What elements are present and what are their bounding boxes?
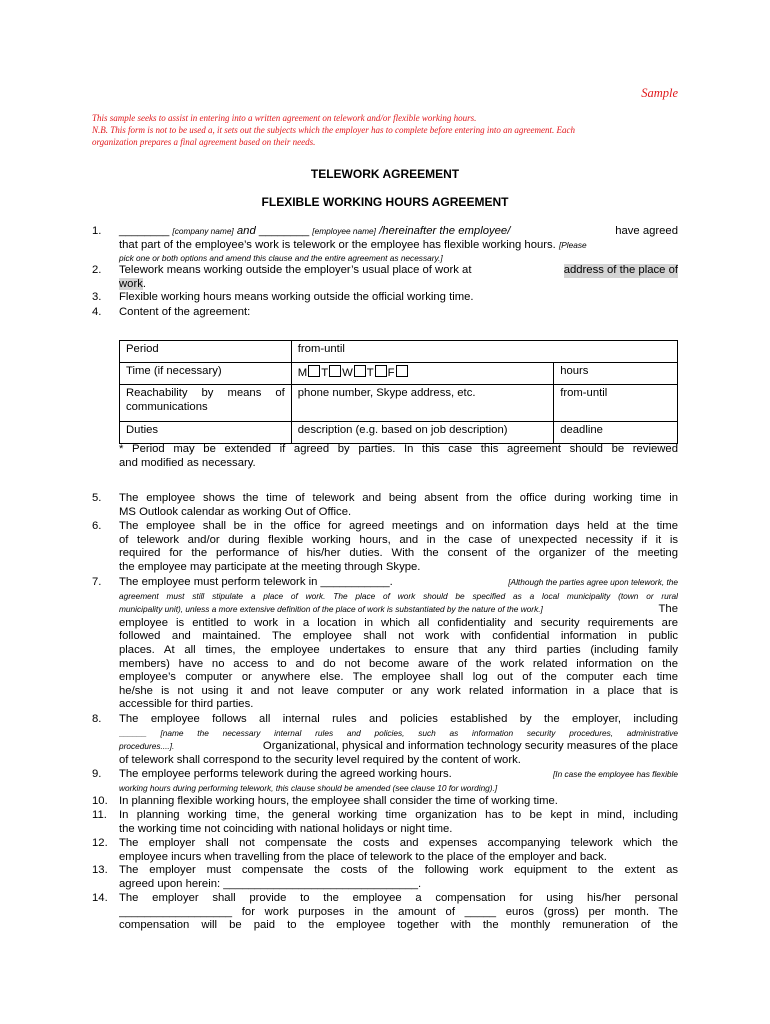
clause-note: agreement must still stipulate a place of work. The place of work should be specified as a local municipality (town or rural bbox=[119, 590, 678, 601]
clause-1-note: pick one or both options and amend this clause and the entire agreement as necessary.] bbox=[119, 253, 443, 264]
day-label: W bbox=[342, 367, 353, 379]
checkbox[interactable] bbox=[396, 365, 408, 377]
table-cell: hours bbox=[554, 363, 678, 385]
table-cell: Duties bbox=[120, 422, 292, 444]
company-blank: ________ bbox=[119, 225, 170, 237]
clause-number: 6. bbox=[92, 520, 102, 532]
clause-line: followed and maintained. The employee shall not work with confidential information in public bbox=[119, 630, 678, 643]
clause-note: ______ [name the necessary internal rules and policies, such as information security procedures, administrative bbox=[119, 727, 678, 738]
table-cell: Time (if necessary) bbox=[120, 363, 292, 385]
intro-line: This sample seeks to assist in entering into a written agreement on telework and/or flexible working hours. bbox=[92, 113, 477, 123]
day-label: T bbox=[321, 367, 329, 379]
clause-number: 7. bbox=[92, 576, 102, 588]
clause-line: __________________ for work purposes in the amount of _____ euros (gross) per month. The bbox=[119, 905, 678, 918]
flexible-hours-title: FLEXIBLE WORKING HOURS AGREEMENT bbox=[261, 195, 509, 209]
clause-line: MS Outlook calendar as working Out of Office. bbox=[119, 505, 352, 518]
day-label: M bbox=[297, 367, 308, 379]
clause-line: The employer shall provide to the employee a compensation for using his/her personal bbox=[119, 892, 678, 904]
day-label: F bbox=[387, 367, 395, 379]
clause-line: The employee must perform telework in ___________. bbox=[119, 576, 393, 588]
clause-4-text: Content of the agreement: bbox=[119, 306, 251, 318]
clause-number: 12. bbox=[92, 837, 108, 849]
clause-number: 2. bbox=[92, 264, 102, 276]
clause-number: 5. bbox=[92, 492, 102, 504]
clause-note: municipality unit), unless a more extensive definition of the place of work is substantiated by the nature of the work.] bbox=[119, 604, 543, 615]
clause-line: agreed upon herein: _______________________________. bbox=[119, 877, 422, 890]
clause-line: The employee shall be in the office for agreed meetings and on information days held at the time bbox=[119, 520, 678, 532]
table-footnote bbox=[119, 443, 678, 470]
clause-line: The employee shows the time of telework and being absent from the office during working time in bbox=[119, 492, 678, 504]
clause-note: [Although the parties agree upon telework, the bbox=[508, 577, 678, 587]
clause-line: In planning flexible working hours, the employee shall consider the time of working time. bbox=[119, 795, 558, 807]
cell-line: communications bbox=[126, 400, 208, 413]
clause-3-text: Flexible working hours means working outside the official working time. bbox=[119, 291, 474, 303]
telework-agreement-title: TELEWORK AGREEMENT bbox=[310, 167, 460, 181]
table-row bbox=[120, 422, 678, 444]
clause-line: of telework and/or during flexible working hours, and in the case of unexpected necessity if it is bbox=[119, 533, 678, 546]
clause-line: The employer shall not compensate the costs and expenses accompanying telework which the bbox=[119, 837, 678, 849]
employee-blank: ________ bbox=[258, 225, 310, 237]
clause-line: employee’s computer or anywhere else. The employee shall log out of the computer each time bbox=[119, 671, 678, 684]
clause-number: 13. bbox=[92, 864, 108, 876]
table-cell: Period bbox=[120, 341, 292, 363]
clause-line: the employee may participate at the meeting through Skype. bbox=[119, 560, 421, 573]
clause-number: 4. bbox=[92, 306, 102, 318]
clause-2-text: Telework means working outside the employer’s usual place of work at bbox=[119, 264, 472, 276]
checkbox[interactable] bbox=[375, 365, 387, 377]
clause-1-note-start: [Please bbox=[558, 239, 587, 250]
clause-number: 1. bbox=[92, 225, 102, 237]
clause-number: 11. bbox=[92, 809, 107, 821]
table-cell: description (e.g. based on job description) bbox=[291, 422, 553, 444]
period: . bbox=[142, 277, 146, 290]
clause-line: The employee performs telework during the agreed working hours. bbox=[119, 768, 452, 780]
table-row bbox=[120, 385, 678, 422]
clause-line: he/she is not using it and not leave computer or any work related information in a place that is bbox=[119, 684, 678, 697]
cell-line: Reachability by means of bbox=[126, 387, 285, 399]
table-row bbox=[120, 341, 678, 363]
clause-line: the working time not coinciding with national holidays or night time. bbox=[119, 822, 453, 835]
weekday-checkboxes bbox=[291, 363, 553, 385]
clause-number: 9. bbox=[92, 768, 102, 780]
clause-line: employee is entitled to work in a location in which all confidentiality and security requirements are bbox=[119, 616, 678, 629]
footnote-line: * Period may be extended if agreed by parties. In this case this agreement should be reviewed bbox=[119, 443, 678, 455]
place-of-work-highlight-end: work bbox=[119, 277, 143, 290]
clause-line: In planning working time, the general working time organization has to be kept in mind, including bbox=[119, 809, 678, 821]
agreement-table bbox=[119, 340, 678, 444]
table-row bbox=[120, 363, 678, 385]
clause-line: members) have no access to and do not become aware of the work related information on the bbox=[119, 657, 678, 670]
clause-number: 14. bbox=[92, 892, 108, 904]
clause-line: The bbox=[658, 603, 678, 616]
clause-line: The employer must compensate the costs of the following work equipment to the extent as bbox=[119, 864, 678, 876]
intro-line: N.B. This form is not to be used a, it sets out the subjects which the employer has to complete before entering into an agreement. Each bbox=[92, 125, 576, 135]
clause-line: compensation will be paid to the employee together with the monthly remuneration of the bbox=[119, 919, 678, 932]
place-of-work-highlight: address of the place of bbox=[563, 264, 678, 276]
clause-note: working hours during performing telework, this clause should be amended (see clause 10 for wording).] bbox=[119, 782, 498, 793]
intro-note bbox=[92, 112, 682, 148]
clause-number: 10. bbox=[92, 795, 108, 807]
hereinafter-text: /hereinafter the employee/ bbox=[379, 225, 511, 237]
table-cell bbox=[120, 385, 292, 422]
clause-number: 3. bbox=[92, 291, 102, 303]
clause-line: employee incurs when travelling from the place of telework to the place of the employer and back. bbox=[119, 850, 607, 863]
intro-line: organization prepares a final agreement based on their needs. bbox=[92, 137, 316, 147]
clause-line: places. At all times, the employee undertakes to ensure that any third parties (including family bbox=[119, 643, 678, 656]
clause-number: 8. bbox=[92, 713, 102, 725]
clause-1-line-2: that part of the employee’s work is telework or the employee has flexible working hours. bbox=[119, 238, 556, 251]
company-name-placeholder: [company name] bbox=[172, 226, 234, 236]
clause-note: [In case the employee has flexible bbox=[553, 769, 678, 779]
table-cell: from-until bbox=[291, 341, 677, 363]
clause-note: procedures....]. bbox=[119, 741, 175, 752]
clause-line: required for the performance of his/her duties. With the consent of the organizer of the meeting bbox=[119, 547, 678, 560]
table-cell: deadline bbox=[554, 422, 678, 444]
clause-line: accessible for third parties. bbox=[119, 698, 254, 711]
and-word: and bbox=[236, 225, 256, 237]
table-cell: from-until bbox=[554, 385, 678, 422]
day-label: T bbox=[366, 367, 374, 379]
checkbox[interactable] bbox=[329, 365, 341, 377]
employee-name-placeholder: [employee name] bbox=[312, 226, 376, 236]
sample-label: Sample bbox=[641, 86, 678, 100]
checkbox[interactable] bbox=[354, 365, 366, 377]
checkbox[interactable] bbox=[308, 365, 320, 377]
table-cell: phone number, Skype address, etc. bbox=[291, 385, 553, 422]
footnote-line: and modified as necessary. bbox=[119, 456, 256, 469]
have-agreed-text: have agreed bbox=[615, 225, 678, 237]
clause-line: The employee follows all internal rules and policies established by the employer, including bbox=[119, 713, 678, 725]
clause-line: of telework shall correspond to the security level required by the content of work. bbox=[119, 753, 521, 766]
clause-line: Organizational, physical and information technology security measures of the place bbox=[262, 740, 678, 753]
